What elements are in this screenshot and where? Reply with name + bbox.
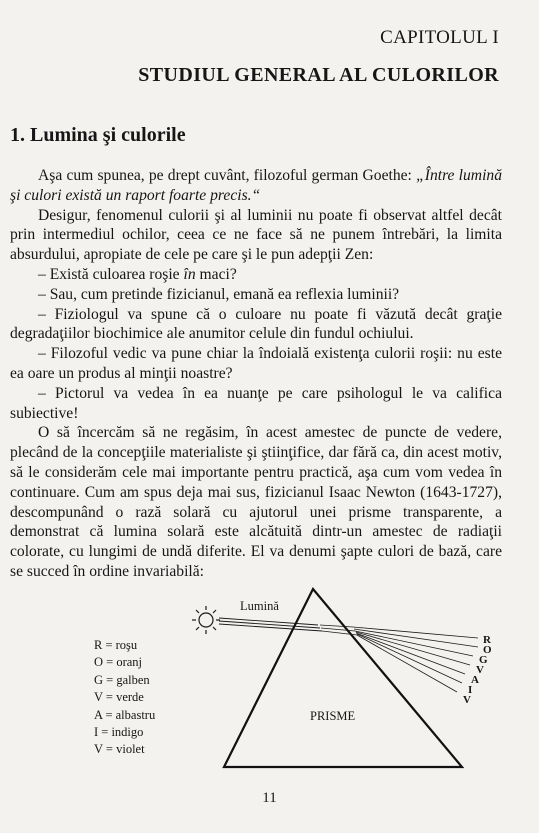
paragraph: Aşa cum spunea, pe drept cuvânt, filozoful german Goethe: „Între lumină şi culori există un raport foarte precis.“ — [10, 167, 502, 204]
paragraph: – Filozoful vedic va pune chiar la îndoială existenţa culorii roşii: nu este ea oare un produs al minţii noastre? — [10, 345, 502, 382]
paragraph: – Pictorul va vedea în ea nuanţe pe care psihologul le va califica subiective! — [10, 384, 502, 422]
spectrum-letter: V — [476, 664, 484, 676]
prism-label: PRISME — [310, 709, 356, 723]
spectrum-letters — [463, 634, 492, 706]
prism — [224, 589, 462, 767]
light-label: Lumină — [240, 599, 279, 613]
goethe-quote: „Între lumină şi culori există un raport foarte precis.“ — [10, 167, 502, 204]
paragraph: – Există culoarea roşie în maci? — [38, 265, 237, 283]
legend-item: A = albastru — [94, 707, 156, 722]
chapter-title: STUDIUL GENERAL AL CULORILOR — [138, 64, 499, 86]
spectrum-letter: G — [479, 654, 488, 666]
chapter-heading: CAPITOLUL I — [380, 27, 499, 48]
section-heading: 1. Lumina şi culorile — [10, 124, 186, 146]
spectrum-letter: V — [463, 694, 471, 706]
paragraph: Desigur, fenomenul culorii şi al luminii nu poate fi observat altfel decât prin intermediul ochilor, ceea ce ne face să ne punem întrebări, la limita absurdului, apropiate de cele pe care şi le pun adepţii Zen: — [10, 206, 502, 264]
legend-item: O = oranj — [94, 655, 143, 670]
sun-icon — [192, 606, 220, 634]
paragraph: – Fiziologul va spune că o culoare nu poate fi văzută decât graţie degradaţiilor biochimice ale anumitor celule din fundul ochiului. — [10, 305, 502, 343]
page-number: 11 — [262, 790, 277, 806]
body-text — [10, 166, 502, 582]
legend-item: V = verde — [94, 690, 144, 705]
light-ray — [219, 618, 322, 631]
prism-diagram — [0, 583, 539, 773]
legend-item: G = galben — [94, 672, 150, 687]
legend-item: I = indigo — [94, 725, 144, 740]
paragraph: O să încercăm să ne regăsim, în acest amestec de puncte de vedere, plecând de la concepţiile materialiste şi ştiinţifice, dar fără ca, din acest motiv, să le considerăm cele mai importante pentru practică, aşa cum vom vedea în continuare. Cum am spus deja mai sus, fizicianul Isaac Newton (1643-1727), descompunând o rază solară cu ajutorul unei prisme transparente, a demonstrat că lumina solară este alcătuită dintr-un amestec de radiaţii colorate, cu lungimi de undă diferite. El va denumi şapte culori de bază, care se succed în ordine invariabilă: — [10, 424, 502, 580]
legend-item: V = violet — [94, 742, 145, 757]
spectrum-letter: A — [471, 674, 479, 686]
spectrum-letter: O — [483, 644, 492, 656]
spectrum-letter: R — [483, 634, 491, 646]
spectrum-letter: I — [468, 684, 473, 696]
color-legend — [94, 637, 155, 759]
paragraph: – Sau, cum pretinde fizicianul, emană ea reflexia luminii? — [38, 285, 400, 303]
legend-item: R = roşu — [94, 638, 138, 652]
